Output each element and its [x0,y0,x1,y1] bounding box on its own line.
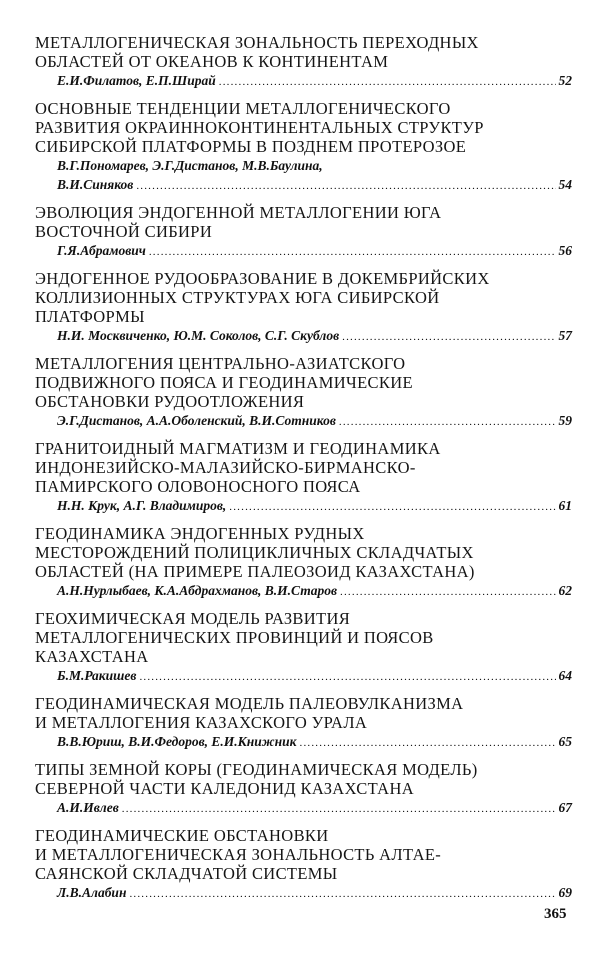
entry-authors-row [35,496,572,517]
entry-title: ГРАНИТОИДНЫЙ МАГМАТИЗМ И ГЕОДИНАМИКА ИНДОНЕЗИЙСКО-МАЛАЗИЙСКО-БИРМАНСКО- ПАМИРСКОГО ОЛОВОНОСНОГО ПОЯСА [35,439,441,496]
entry-page: 61 [558,498,572,513]
dot-leader [339,413,556,432]
toc-entry [35,826,572,904]
entry-page: 65 [558,734,572,749]
entry-page: 56 [558,243,572,258]
entry-authors-line: В.Г.Пономарев, Э.Г.Дистанов, М.В.Баулина, [57,158,323,173]
entry-authors: Л.В.Алабин [57,885,127,900]
toc-entry [35,203,572,262]
entry-authors: Г.Я.Абрамович [57,243,146,258]
entry-authors-row [35,411,572,432]
entry-authors: Н.Н. Крук, А.Г. Владимиров, [57,498,227,513]
dot-leader [149,243,556,262]
dot-leader [136,177,555,196]
toc-entry [35,439,572,517]
entry-page: 59 [558,413,572,428]
dot-leader [219,73,556,92]
dot-leader [122,800,556,819]
toc-entry [35,33,572,92]
dot-leader [139,668,555,687]
entry-page: 54 [558,177,572,192]
toc-entry [35,524,572,602]
entry-authors-row [35,883,572,904]
entry-authors-row [35,175,572,196]
entry-authors-row [35,732,572,753]
entry-authors-row [35,71,572,92]
toc-entry [35,609,572,687]
entry-authors: Б.М.Ракишев [57,668,137,683]
dot-leader [340,583,555,602]
entry-authors-row [35,581,572,602]
entry-page: 67 [558,800,572,815]
toc-entry [35,760,572,819]
entry-title: ТИПЫ ЗЕМНОЙ КОРЫ (ГЕОДИНАМИЧЕСКАЯ МОДЕЛЬ) СЕВЕРНОЙ ЧАСТИ КАЛЕДОНИД КАЗАХСТАНА [35,760,478,798]
entry-title: ГЕОХИМИЧЕСКАЯ МОДЕЛЬ РАЗВИТИЯ МЕТАЛЛОГЕНИЧЕСКИХ ПРОВИНЦИЙ И ПОЯСОВ КАЗАХСТАНА [35,609,434,666]
entry-page: 62 [558,583,572,598]
entry-authors: А.И.Ивлев [57,800,119,815]
entry-title: ЭНДОГЕННОЕ РУДООБРАЗОВАНИЕ В ДОКЕМБРИЙСКИХ КОЛЛИЗИОННЫХ СТРУКТУРАХ ЮГА СИБИРСКОЙ ПЛАТФОРМЫ [35,269,490,326]
entry-page: 64 [558,668,572,683]
entry-authors: Н.И. Москвиченко, Ю.М. Соколов, С.Г. Скублов [57,328,340,343]
dot-leader [129,885,555,904]
entry-title: МЕТАЛЛОГЕНИЧЕСКАЯ ЗОНАЛЬНОСТЬ ПЕРЕХОДНЫХ ОБЛАСТЕЙ ОТ ОКЕАНОВ К КОНТИНЕНТАМ [35,33,479,71]
toc-entry [35,269,572,347]
toc-entry [35,694,572,753]
entry-authors: Э.Г.Дистанов, А.А.Оболенский, В.И.Сотников [57,413,336,428]
entry-title: ГЕОДИНАМИЧЕСКИЕ ОБСТАНОВКИ И МЕТАЛЛОГЕНИЧЕСКАЯ ЗОНАЛЬНОСТЬ АЛТАЕ- САЯНСКОЙ СКЛАДЧАТОЙ СИСТЕМЫ [35,826,442,883]
entry-authors: В.В.Юриш, В.И.Федоров, Е.И.Книжник [57,734,297,749]
entry-authors-row [35,326,572,347]
entry-authors: Е.И.Филатов, Е.П.Ширай [57,73,216,88]
entry-authors-row [35,666,572,687]
entry-title: ЭВОЛЮЦИЯ ЭНДОГЕННОЙ МЕТАЛЛОГЕНИИ ЮГА ВОСТОЧНОЙ СИБИРИ [35,203,442,241]
entry-title: ГЕОДИНАМИЧЕСКАЯ МОДЕЛЬ ПАЛЕОВУЛКАНИЗМА И МЕТАЛЛОГЕНИЯ КАЗАХСКОГО УРАЛА [35,694,464,732]
dot-leader [300,734,556,753]
entry-page: 57 [558,328,572,343]
table-of-contents [35,33,572,911]
page-number: 365 [544,906,567,922]
entry-authors-row [35,241,572,262]
entry-page: 52 [558,73,572,88]
entry-authors-row [35,798,572,819]
entry-title: МЕТАЛЛОГЕНИЯ ЦЕНТРАЛЬНО-АЗИАТСКОГО ПОДВИЖНОГО ПОЯСА И ГЕОДИНАМИЧЕСКИЕ ОБСТАНОВКИ РУДООТЛОЖЕНИЯ [35,354,413,411]
toc-entry [35,99,572,196]
entry-page: 69 [558,885,572,900]
entry-authors: В.И.Синяков [57,177,134,192]
entry-title: ОСНОВНЫЕ ТЕНДЕНЦИИ МЕТАЛЛОГЕНИЧЕСКОГО РАЗВИТИЯ ОКРАИННОКОНТИНЕНТАЛЬНЫХ СТРУКТУР СИБИРСКОЙ ПЛАТФОРМЫ В ПОЗДНЕМ ПРОТЕРОЗОЕ [35,99,484,156]
dot-leader [229,498,555,517]
dot-leader [342,328,555,347]
toc-entry [35,354,572,432]
entry-authors: А.Н.Нурлыбаев, К.А.Абдрахманов, В.И.Старов [57,583,338,598]
entry-title: ГЕОДИНАМИКА ЭНДОГЕННЫХ РУДНЫХ МЕСТОРОЖДЕНИЙ ПОЛИЦИКЛИЧНЫХ СКЛАДЧАТЫХ ОБЛАСТЕЙ (НА ПРИМЕРЕ ПАЛЕОЗОИД КАЗАХСТАНА) [35,524,475,581]
